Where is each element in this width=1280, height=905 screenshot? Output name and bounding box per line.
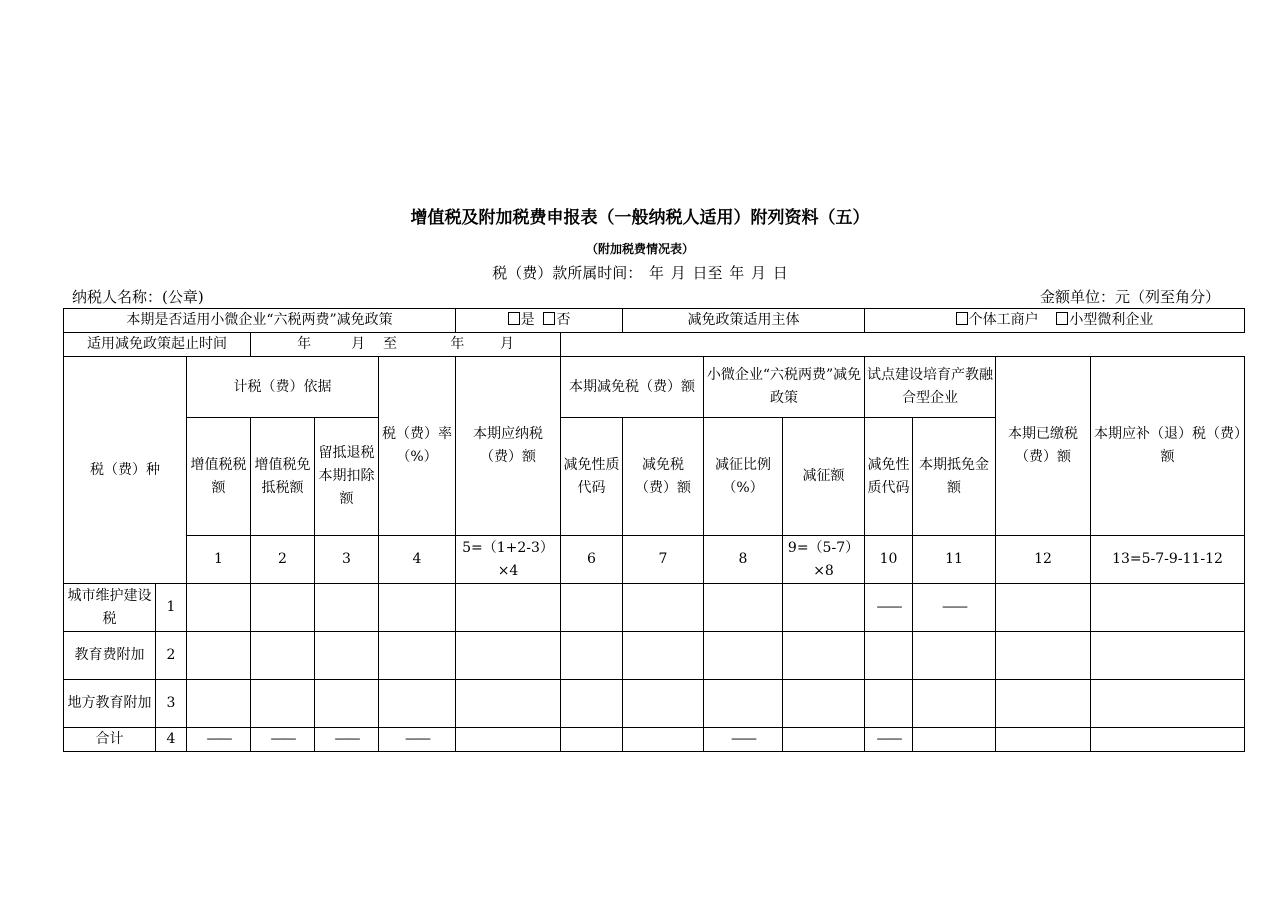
input-cell[interactable] [379, 632, 456, 680]
policy-subject-label: 减免政策适用主体 [623, 309, 865, 333]
input-cell[interactable] [251, 584, 315, 632]
input-cell[interactable] [1091, 728, 1245, 752]
yes-checkbox[interactable] [508, 312, 520, 325]
row-name: 教育费附加 [64, 632, 156, 680]
input-cell[interactable] [783, 728, 865, 752]
input-cell[interactable] [704, 680, 783, 728]
dash-cell: —— [187, 728, 251, 752]
dash-cell: —— [315, 728, 379, 752]
col-number: 6 [561, 536, 623, 584]
col-number: 11 [913, 536, 996, 584]
input-cell[interactable] [913, 728, 996, 752]
input-cell[interactable] [379, 584, 456, 632]
input-cell[interactable] [783, 680, 865, 728]
amount-unit: 金额单位：元（列至角分） [1039, 288, 1220, 306]
surcharge-table [63, 308, 1245, 752]
col-number: 7 [623, 536, 704, 584]
input-cell[interactable] [865, 632, 913, 680]
col-basis-group: 计税（费）依据 [187, 357, 379, 418]
dash-cell: —— [913, 584, 996, 632]
input-cell[interactable] [704, 632, 783, 680]
col-number: 5=（1+2-3）×4 [456, 536, 561, 584]
taxpayer-name-label: 纳税人名称：(公章) [72, 288, 204, 306]
policy-choice [456, 309, 623, 333]
small-enterprise-label: 小型微利企业 [1069, 312, 1154, 328]
tax-period: 税（费）款所属时间： 年 月 日至 年 月 日 [492, 264, 788, 282]
input-cell[interactable] [996, 632, 1091, 680]
form-title: 增值税及附加税费申报表（一般纳税人适用）附列资料（五） [410, 208, 870, 228]
col-number: 10 [865, 536, 913, 584]
row-number: 1 [156, 584, 187, 632]
input-cell[interactable] [315, 584, 379, 632]
no-label: 否 [556, 312, 571, 328]
col-refund: 本期应补（退）税（费）额 [1091, 357, 1245, 536]
input-cell[interactable] [996, 584, 1091, 632]
col-payable: 本期应纳税（费）额 [456, 357, 561, 536]
col-pilot-group: 试点建设培育产教融合型企业 [865, 357, 996, 418]
col-number: 8 [704, 536, 783, 584]
col-vat: 增值税税额 [187, 418, 251, 536]
dash-cell: —— [865, 728, 913, 752]
col-micro-amount: 减征额 [783, 418, 865, 536]
input-cell[interactable] [996, 728, 1091, 752]
input-cell[interactable] [379, 680, 456, 728]
col-tax-type: 税（费）种 [64, 357, 187, 584]
col-reduction-code: 减免性质代码 [561, 418, 623, 536]
col-reduction-amount: 减免税（费）额 [623, 418, 704, 536]
col-micro-group: 小微企业“六税两费”减免政策 [704, 357, 865, 418]
col-number: 4 [379, 536, 456, 584]
input-cell[interactable] [623, 632, 704, 680]
col-number: 9=（5-7）×8 [783, 536, 865, 584]
small-enterprise-checkbox[interactable] [1056, 312, 1068, 325]
col-pilot-credit: 本期抵免金额 [913, 418, 996, 536]
table-row [64, 584, 1245, 632]
col-vat-exempt: 增值税免抵税额 [251, 418, 315, 536]
col-number: 13=5-7-9-11-12 [1091, 536, 1245, 584]
individual-checkbox[interactable] [956, 312, 968, 325]
table-row [64, 632, 1245, 680]
input-cell[interactable] [187, 632, 251, 680]
input-cell[interactable] [315, 632, 379, 680]
input-cell[interactable] [187, 584, 251, 632]
input-cell[interactable] [561, 728, 623, 752]
input-cell[interactable] [865, 680, 913, 728]
input-cell[interactable] [783, 584, 865, 632]
dash-cell: —— [379, 728, 456, 752]
dash-cell: —— [704, 728, 783, 752]
input-cell[interactable] [623, 680, 704, 728]
table-row [64, 680, 1245, 728]
input-cell[interactable] [623, 584, 704, 632]
input-cell[interactable] [187, 680, 251, 728]
no-checkbox[interactable] [543, 312, 555, 325]
input-cell[interactable] [456, 680, 561, 728]
policy-subject-choice [865, 309, 1245, 333]
policy-period-label: 适用减免政策起止时间 [64, 333, 251, 357]
individual-label: 个体工商户 [968, 312, 1039, 328]
yes-label: 是 [520, 312, 535, 328]
col-number: 2 [251, 536, 315, 584]
col-retained: 留抵退税本期扣除额 [315, 418, 379, 536]
table-row-total [64, 728, 1245, 752]
input-cell[interactable] [1091, 584, 1245, 632]
dash-cell: —— [865, 584, 913, 632]
input-cell[interactable] [704, 584, 783, 632]
input-cell[interactable] [456, 584, 561, 632]
input-cell[interactable] [783, 632, 865, 680]
col-reduction-group: 本期减免税（费）额 [561, 357, 704, 418]
policy-question: 本期是否适用小微企业“六税两费”减免政策 [64, 309, 456, 333]
col-number: 12 [996, 536, 1091, 584]
col-number: 3 [315, 536, 379, 584]
input-cell[interactable] [996, 680, 1091, 728]
input-cell[interactable] [1091, 632, 1245, 680]
form-subtitle: （附加税费情况表） [585, 242, 694, 256]
input-cell[interactable] [251, 632, 315, 680]
row-number: 3 [156, 680, 187, 728]
row-number: 2 [156, 632, 187, 680]
col-rate: 税（费）率（%） [379, 357, 456, 536]
input-cell[interactable] [913, 680, 996, 728]
col-pilot-code: 减免性质代码 [865, 418, 913, 536]
input-cell[interactable] [251, 680, 315, 728]
col-number: 1 [187, 536, 251, 584]
row-name: 地方教育附加 [64, 680, 156, 728]
input-cell[interactable] [456, 632, 561, 680]
row-name: 城市维护建设税 [64, 584, 156, 632]
input-cell[interactable] [561, 680, 623, 728]
input-cell[interactable] [561, 584, 623, 632]
input-cell[interactable] [456, 728, 561, 752]
input-cell[interactable] [561, 632, 623, 680]
input-cell[interactable] [623, 728, 704, 752]
input-cell[interactable] [913, 632, 996, 680]
col-paid: 本期已缴税（费）额 [996, 357, 1091, 536]
input-cell[interactable] [315, 680, 379, 728]
input-cell[interactable] [1091, 680, 1245, 728]
row-name: 合计 [64, 728, 156, 752]
col-micro-ratio: 减征比例（%） [704, 418, 783, 536]
row-number: 4 [156, 728, 187, 752]
policy-period-value[interactable]: 年 月 至 年 月 [251, 333, 561, 357]
dash-cell: —— [251, 728, 315, 752]
